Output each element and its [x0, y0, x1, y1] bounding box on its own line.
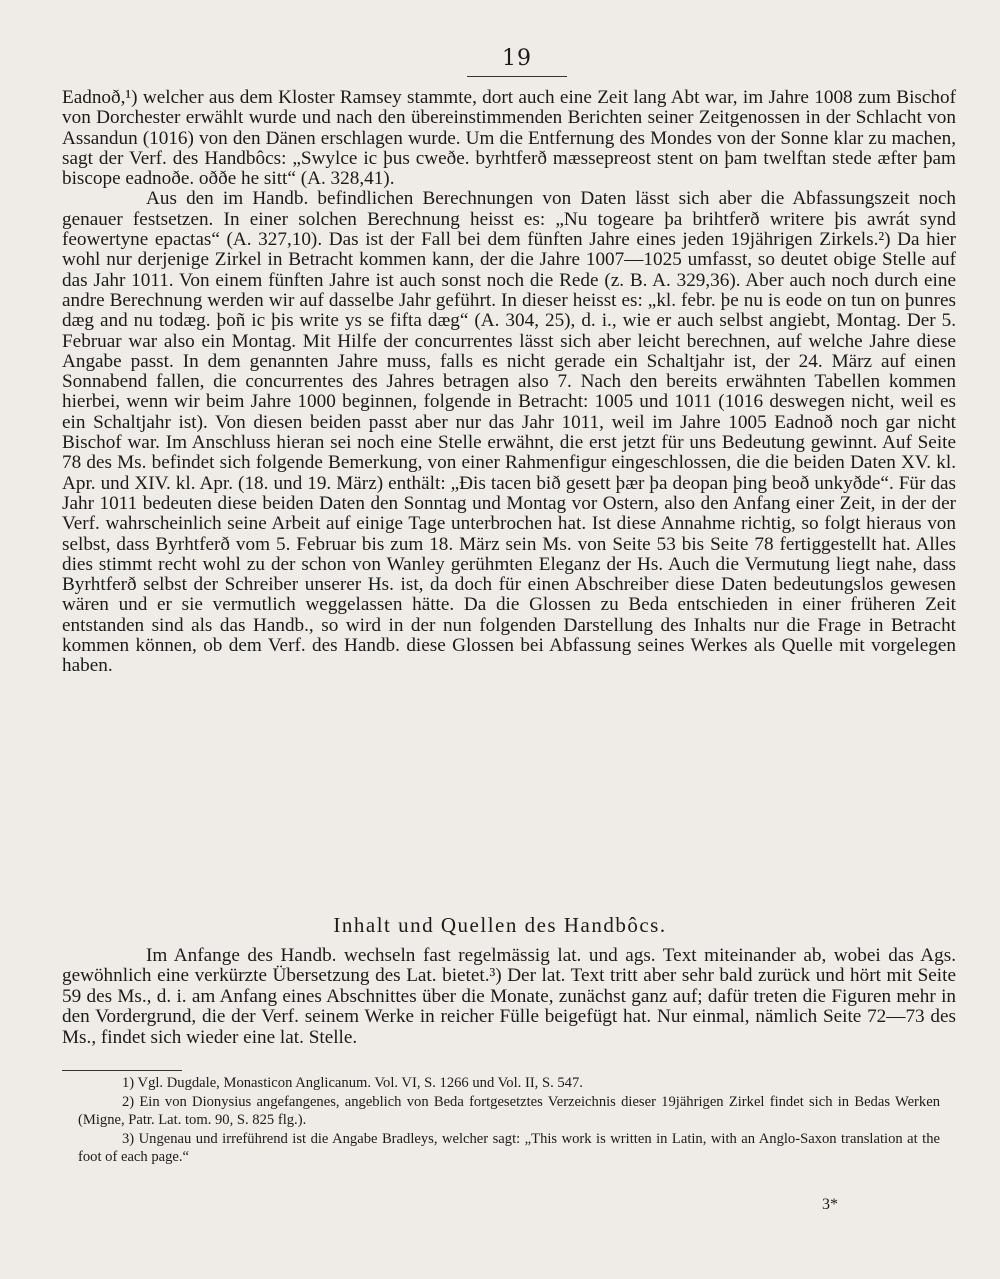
page-number-rule: [467, 76, 567, 77]
signature-mark: 3*: [822, 1196, 838, 1213]
section-paragraph: Im Anfange des Handb. wechseln fast regelmässig lat. und ags. Text miteinander ab, wobei das Ags. gewöhnlich eine verkürzte Übersetzung des Lat. bietet.³) Der lat. Text tritt aber sehr bald zurück und hört mit Seite 59 des Ms., d. i. am Anfang eines Abschnittes über die Monate, zunächst ganz auf; dafür treten die Figuren mehr in den Vordergrund, die der Verf. seinem Werke in reicher Fülle beigefügt hat. Nur einmal, nämlich Seite 72—73 des Ms., findet sich wieder eine lat. Stelle.: [62, 945, 956, 1048]
main-text: [62, 88, 956, 677]
section-heading: Inhalt und Quellen des Handbôcs.: [333, 913, 667, 937]
footnote-2: 2) Ein von Dionysius angefangenes, angeblich von Beda fortgesetztes Verzeichnis dieser 19jährigen Zirkel findet sich in Bedas Werken (Migne, Patr. Lat. tom. 90, S. 825 flg.).: [78, 1093, 940, 1128]
paragraph-1: Eadnoð,¹) welcher aus dem Kloster Ramsey stammte, dort auch eine Zeit lang Abt war, im Jahre 1008 zum Bischof von Dorchester erwählt wurde und nach den übereinstimmenden Berichten seiner Zeitgenossen in der Schlacht von Assandun (1016) von den Dänen erschlagen wurde. Um die Entfernung des Mondes von der Sonne klar zu machen, sagt der Verf. des Handbôcs: „Swylce ic þus cweðe. byrhtferð mæssepreost stent on þam twelftan stede æfter þam biscope eadnoðe. oððe he sitt“ (A. 328,41).: [62, 87, 956, 190]
section-text: [62, 946, 956, 1048]
page-number: 19: [502, 46, 532, 71]
footnote-1: 1) Vgl. Dugdale, Monasticon Anglicanum. Vol. VI, S. 1266 und Vol. II, S. 547.: [122, 1075, 583, 1091]
footnote-rule: [62, 1070, 182, 1071]
footnotes: [78, 1074, 940, 1167]
paragraph-2: Aus den im Handb. befindlichen Berechnungen von Daten lässt sich aber die Abfassungszeit noch genauer festsetzen. In einer solchen Berechnung heisst es: „Nu togeare þa brihtferð writere þis awrát synd feowertyne epactas“ (A. 327,10). Das ist der Fall bei dem fünften Jahre eines jeden 19jährigen Zirkels.²) Da hier wohl nur derjenige Zirkel in Betracht kommen kann, der die Jahre 1007—1025 umfasst, so deutet obige Stelle auf das Jahr 1011. Von einem fünften Jahre ist auch sonst noch die Rede (z. B. A. 329,36). Aber auch noch durch eine andre Berechnung werden wir auf dasselbe Jahr geführt. In dieser heisst es: „kl. febr. þe nu is eode on tun on þunres dæg and nu todæg. þoñ ic þis write ys se fifta dæg“ (A. 304, 25), d. i., wie er auch selbst angiebt, Montag. Der 5. Februar war also ein Montag. Mit Hilfe der concurrentes lässt sich aber leicht berechnen, auf welche Jahre diese Angabe passt. In dem genannten Jahre muss, falls es nicht gerade ein Schaltjahr ist, der 24. März auf einen Sonnabend fallen, die concurrentes des Jahres betragen also 7. Nach den bereits erwähnten Tabellen kommen hierbei, wenn wir beim Jahre 1000 beginnen, folgende in Betracht: 1005 und 1011 (1016 deswegen nicht, weil es ein Schaltjahr ist). Von diesen beiden passt aber nur das Jahr 1011, weil im Jahre 1005 Eadnoð noch gar nicht Bischof war. Im Anschluss hieran sei noch eine Stelle erwähnt, die erst jetzt für uns Bedeutung gewinnt. Auf Seite 78 des Ms. befindet sich folgende Bemerkung, von einer Rahmenfigur eingeschlossen, die die beiden Daten XV. kl. Apr. und XIV. kl. Apr. (18. und 19. März) enthält: „Ðis tacen bið gesett þær þa deopan þing beoð unkyðde“. Für das Jahr 1011 bedeuten diese beiden Daten den Sonntag und Montag vor Ostern, also den Anfang einer Zeit, in der der Verf. wahrscheinlich seine Arbeit auf einige Tage unterbrochen hat. Ist diese Annahme richtig, so folgt hieraus von selbst, dass Byrhtferð vom 5. Februar bis zum 18. März sein Ms. von Seite 53 bis Seite 78 fertiggestellt hat. Alles dies stimmt recht wohl zu der schon von Wanley gerühmten Eleganz der Hs. Auch die Vermutung liegt nahe, dass Byrhtferð selbst der Schreiber unserer Hs. ist, da doch für einen Abschreiber diese Daten bedeutungslos gewesen wären und er sie vermutlich weggelassen hätte. Da die Glossen zu Beda entschieden in einer früheren Zeit entstanden sind als das Handb., so wird in der nun folgenden Darstellung des Inhalts nur die Frage in Betracht kommen können, ob dem Verf. des Handb. diese Glossen bei Abfassung seines Werkes als Quelle mit vorgelegen haben.: [62, 188, 956, 677]
footnote-3: 3) Ungenau und irreführend ist die Angabe Bradleys, welcher sagt: „This work is written in Latin, with an Anglo-Saxon translation at the foot of each page.“: [78, 1130, 940, 1165]
